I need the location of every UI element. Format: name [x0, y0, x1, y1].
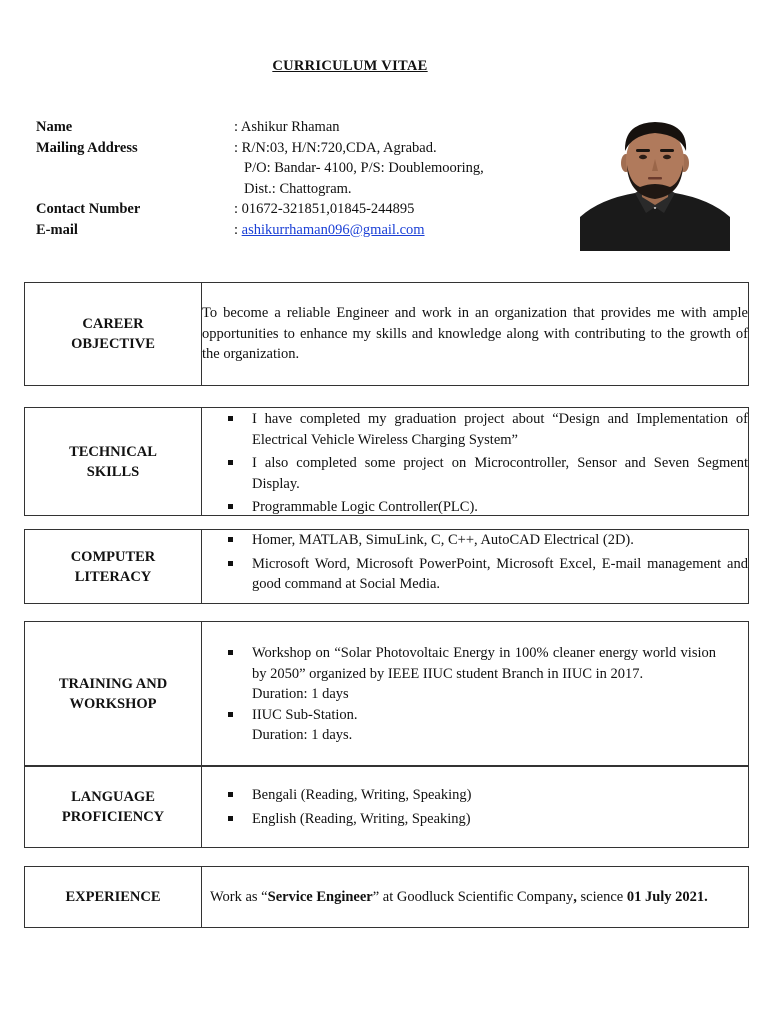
career-label-line-1: CAREER: [82, 316, 144, 332]
experience-role: Service Engineer: [267, 889, 373, 905]
technical-skills-content: [202, 408, 748, 515]
experience-since: science: [576, 889, 627, 905]
address-label: Mailing Address: [36, 139, 138, 156]
list-item: Programmable Logic Controller(PLC).: [228, 497, 748, 518]
language-label-line-2: PROFICIENCY: [61, 809, 165, 825]
name-value: : Ashikur Rhaman: [234, 119, 340, 135]
email-link[interactable]: ashikurrhaman096@gmail.com: [241, 221, 425, 238]
computer-literacy-label: [25, 530, 202, 603]
career-label-line-2: OBJECTIVE: [71, 336, 155, 352]
language-proficiency-section: [24, 766, 749, 848]
language-label-line-1: LANGUAGE: [71, 789, 155, 805]
technical-skills-list: [202, 409, 748, 518]
computer-label-line-1: COMPUTER: [70, 548, 156, 565]
experience-comma: ,: [573, 889, 577, 905]
training-workshop-label: [25, 622, 202, 765]
email-row: [36, 220, 484, 241]
name-label: Name: [36, 119, 73, 135]
contact-row: [36, 199, 484, 220]
training-item-1-duration: Duration: 1 days: [252, 686, 349, 702]
email-colon: :: [234, 221, 242, 238]
document-title: CURRICULUM VITAE: [272, 58, 428, 74]
training-workshop-section: [24, 621, 749, 766]
list-item: Microsoft Word, Microsoft PowerPoint, Microsoft Excel, E-mail management and good command at Social Media.: [228, 554, 748, 595]
list-item: [228, 643, 716, 705]
career-objective-section: [24, 282, 749, 386]
name-row: [36, 117, 484, 138]
list-item: I also completed some project on Microcontroller, Sensor and Seven Segment Display.: [228, 453, 748, 494]
technical-skills-label: [25, 408, 202, 515]
list-item: I have completed my graduation project about “Design and Implementation of Electrical Vehicle Wireless Charging System”: [228, 409, 748, 450]
experience-company: ” at Goodluck Scientific Company: [372, 889, 574, 905]
contact-label: Contact Number: [36, 201, 141, 217]
experience-section: [24, 866, 749, 928]
email-value-wrap: [234, 220, 425, 241]
technical-skills-section: [24, 407, 749, 516]
address-line-1: : R/N:03, H/N:720,CDA, Agrabad.: [234, 139, 437, 156]
training-item-2-duration: Duration: 1 days.: [252, 727, 353, 743]
experience-date: 01 July 2021.: [626, 889, 708, 905]
training-item-2: IIUC Sub-Station.: [252, 706, 358, 723]
contact-value: : 01672-321851,01845-244895: [234, 201, 415, 217]
email-label: E-mail: [36, 221, 78, 238]
computer-literacy-content: [202, 530, 748, 603]
address-line-2: P/O: Bandar- 4100, P/S: Doublemooring,: [244, 160, 484, 176]
experience-prefix: Work as “: [210, 889, 268, 905]
experience-text: [202, 867, 748, 927]
computer-label-line-2: LITERACY: [74, 568, 152, 585]
address-line-3: Dist.: Chattogram.: [244, 180, 352, 197]
training-label-line-1: TRAINING AND: [58, 675, 168, 692]
profile-photo: [580, 117, 730, 251]
language-list: [202, 785, 748, 829]
computer-literacy-list: [202, 530, 748, 595]
training-label-line-2: WORKSHOP: [69, 695, 157, 712]
training-item-1: Workshop on “Solar Photovoltaic Energy in 100% cleaner energy world vision by 2050” organized by IEEE IIUC student Branch in IIUC in 2017.: [252, 645, 716, 682]
training-list: [202, 643, 716, 746]
technical-label-line-1: TECHNICAL: [69, 443, 157, 460]
list-item: Bengali (Reading, Writing, Speaking): [228, 785, 748, 806]
personal-info: [36, 117, 484, 240]
address-row: [36, 138, 484, 159]
experience-label: EXPERIENCE: [25, 867, 202, 927]
language-proficiency-label: [25, 767, 202, 847]
list-item: [228, 705, 716, 746]
list-item: Homer, MATLAB, SimuLink, C, C++, AutoCAD Electrical (2D).: [228, 530, 748, 551]
computer-literacy-section: [24, 529, 749, 604]
list-item: English (Reading, Writing, Speaking): [228, 809, 748, 830]
career-objective-text: To become a reliable Engineer and work in an organization that provides me with ample opportunities to enhance my skills and knowledge along with contributing to the growth of the organization.: [202, 305, 748, 362]
technical-label-line-2: SKILLS: [86, 463, 140, 480]
career-objective-label: [25, 283, 202, 385]
training-workshop-content: [202, 622, 748, 765]
language-proficiency-content: [202, 767, 748, 847]
